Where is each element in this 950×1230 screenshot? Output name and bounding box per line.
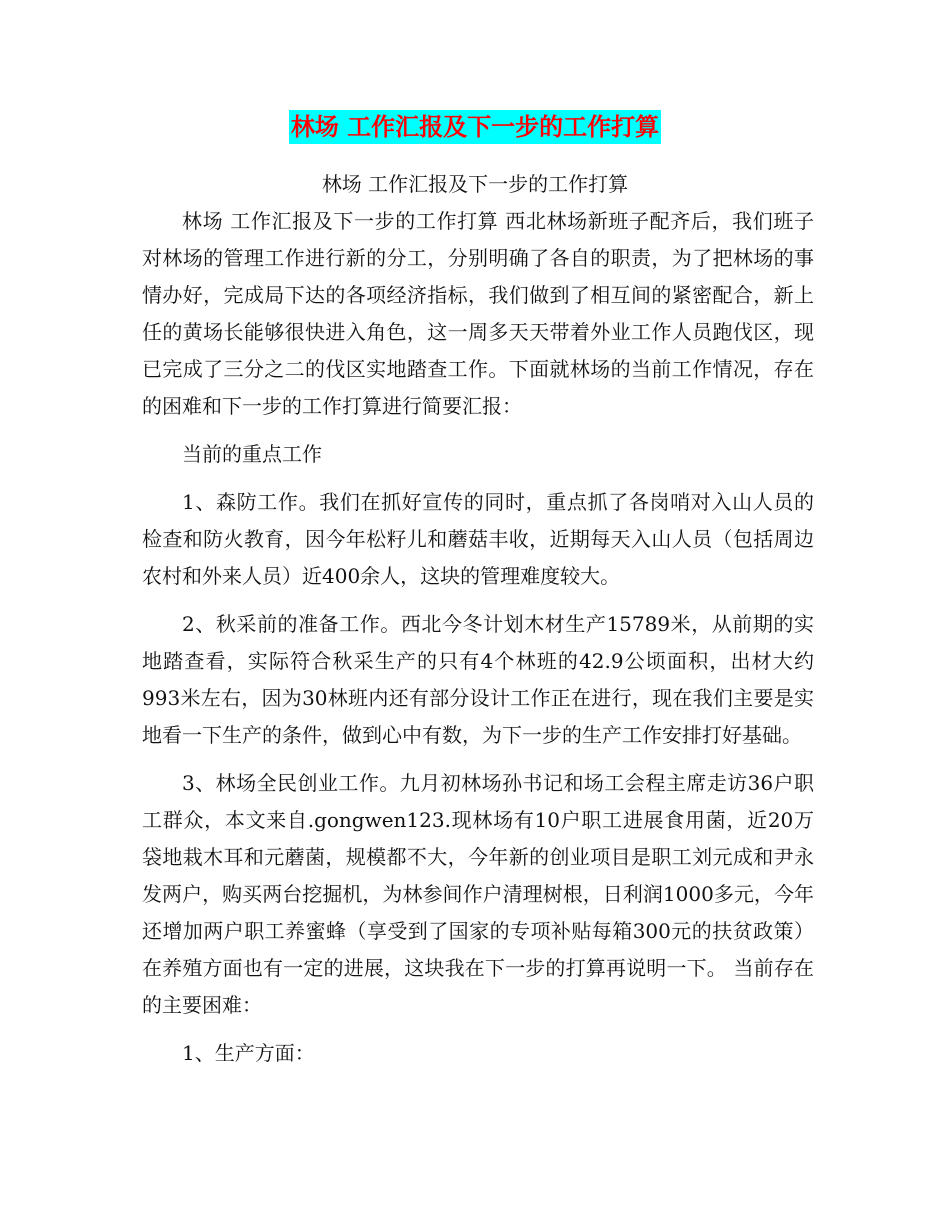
document-title: 林场 工作汇报及下一步的工作打算	[289, 110, 661, 144]
paragraph-autumn-harvest-prep: 2、秋采前的准备工作。西北今冬计划木材生产15789米，从前期的实地踏查看，实际符合秋采生产的只有4个林班的42.9公顷面积，出材大约993米左右，因为30林班内还有部分设计工作正在进行，现在我们主要是实地看一下生产的条件，做到心中有数，为下一步的生产工作安排打好基础。	[142, 612, 814, 747]
document-subtitle: 林场 工作汇报及下一步的工作打算	[321, 172, 629, 196]
paragraph-section-heading: 当前的重点工作	[182, 442, 322, 466]
title-area	[0, 110, 950, 144]
paragraph-entrepreneurship: 3、林场全民创业工作。九月初林场孙书记和场工会程主席走访36户职工群众，本文来自.gongwen123.现林场有10户职工进展食用菌，近20万袋地栽木耳和元蘑菌，规模都不大，今年新的创业项目是职工刘元成和尹永发两户，购买两台挖掘机，为林参间作户清理树根，日利润1000多元，今年还增加两户职工养蜜蜂（享受到了国家的专项补贴每箱300元的扶贫政策）在养殖方面也有一定的进展，这块我在下一步的打算再说明一下。 当前存在的主要困难：	[142, 771, 814, 1017]
paragraph-forest-fire-prevention: 1、森防工作。我们在抓好宣传的同时，重点抓了各岗哨对入山人员的检查和防火教育，因今年松籽儿和蘑菇丰收，近期每天入山人员（包括周边农村和外来人员）近400余人，这块的管理难度较大。	[142, 490, 814, 588]
document-body	[142, 203, 814, 1072]
paragraph-intro: 林场 工作汇报及下一步的工作打算 西北林场新班子配齐后，我们班子对林场的管理工作进行新的分工，分别明确了各自的职责，为了把林场的事情办好，完成局下达的各项经济指标，我们做到了相互间的紧密配合，新上任的黄场长能够很快进入角色，这一周多天天带着外业工作人员跑伐区，现已完成了三分之二的伐区实地踏查工作。下面就林场的当前工作情况，存在的困难和下一步的工作打算进行简要汇报：	[142, 209, 814, 418]
paragraph-production-heading: 1、生产方面：	[182, 1041, 315, 1065]
